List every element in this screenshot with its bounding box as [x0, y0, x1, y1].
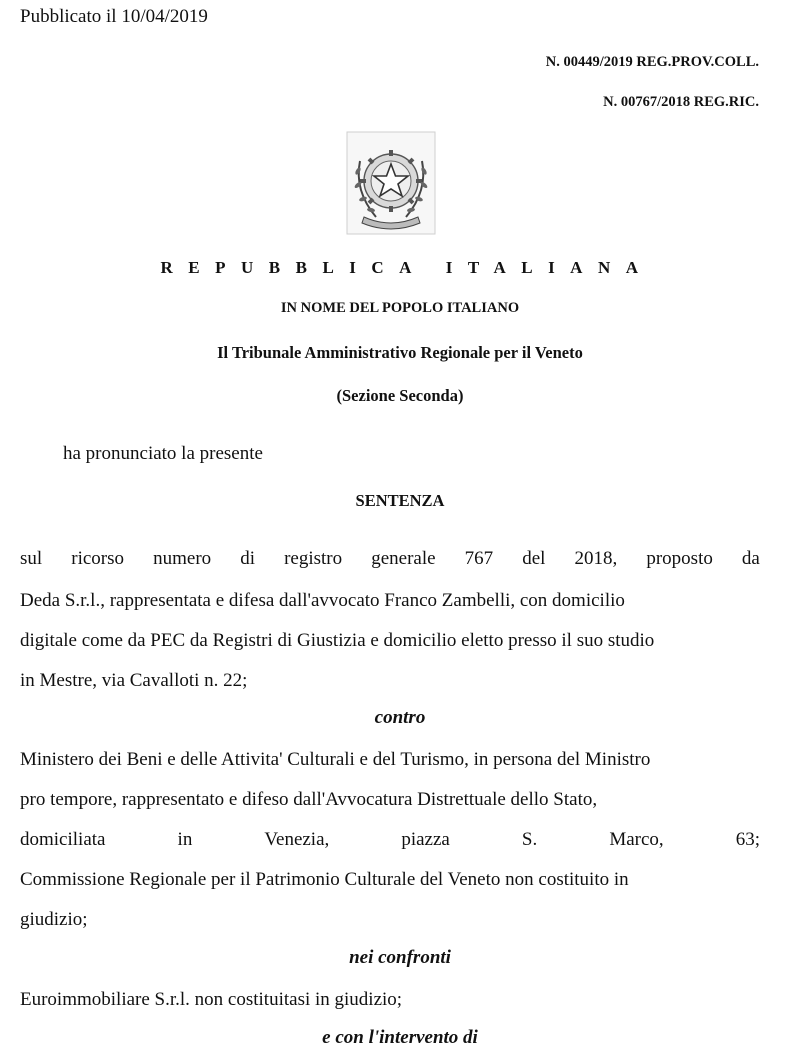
- contro-line-2: pro tempore, rappresentato e difeso dall'Avvocatura Distrettuale dello Stato,: [20, 789, 598, 810]
- word: in: [177, 829, 193, 850]
- sezione-heading: (Sezione Seconda): [336, 386, 464, 405]
- word: S.: [521, 829, 538, 850]
- word: del: [522, 548, 546, 569]
- word: registro: [284, 548, 343, 569]
- publication-date: Pubblicato il 10/04/2019: [20, 6, 208, 27]
- emblem-of-italy-icon: [346, 131, 436, 235]
- word: 2018,: [574, 548, 618, 569]
- word: di: [240, 548, 256, 569]
- intro-text: ha pronunciato la presente: [63, 443, 263, 464]
- ricorso-line-2: Deda S.r.l., rappresentata e difesa dall'avvocato Franco Zambelli, con domicilio: [20, 590, 625, 611]
- contro-line-3: [20, 827, 760, 853]
- tribunale-heading: Il Tribunale Amministrativo Regionale per il Veneto: [217, 343, 583, 362]
- contro-line-5: giudizio;: [20, 909, 88, 930]
- ricorso-line-3: digitale come da PEC da Registri di Giustizia e domicilio eletto presso il suo studio: [20, 630, 655, 651]
- word: piazza: [401, 829, 450, 850]
- word: sul: [20, 548, 43, 569]
- word: generale: [371, 548, 436, 569]
- intervento-heading: e con l'intervento di: [322, 1027, 478, 1048]
- word: ricorso: [71, 548, 125, 569]
- word: proposto: [646, 548, 713, 569]
- sentenza-heading: SENTENZA: [355, 491, 445, 510]
- nei-confronti-heading: nei confronti: [349, 947, 451, 968]
- contro-heading: contro: [374, 707, 426, 728]
- word: Venezia,: [264, 829, 330, 850]
- word: da: [741, 548, 760, 569]
- ricorso-line-1: [20, 546, 760, 572]
- word: 767: [464, 548, 494, 569]
- ricorso-line-4: in Mestre, via Cavalloti n. 22;: [20, 670, 248, 691]
- reg-prov-coll-number: N. 00449/2019 REG.PROV.COLL.: [545, 54, 759, 70]
- word: Marco,: [609, 829, 664, 850]
- word: 63;: [735, 829, 760, 850]
- confronti-line-1: Euroimmobiliare S.r.l. non costituitasi in giudizio;: [20, 989, 403, 1010]
- reg-ric-number: N. 00767/2018 REG.RIC.: [603, 94, 759, 110]
- popolo-italiano-heading: IN NOME DEL POPOLO ITALIANO: [280, 300, 520, 316]
- word: numero: [153, 548, 212, 569]
- word: domiciliata: [20, 829, 106, 850]
- repubblica-italiana-heading: REPUBBLICA ITALIANA: [160, 258, 654, 277]
- contro-line-1: Ministero dei Beni e delle Attivita' Culturali e del Turismo, in persona del Ministro: [20, 749, 651, 770]
- contro-line-4: Commissione Regionale per il Patrimonio Culturale del Veneto non costituito in: [20, 869, 629, 890]
